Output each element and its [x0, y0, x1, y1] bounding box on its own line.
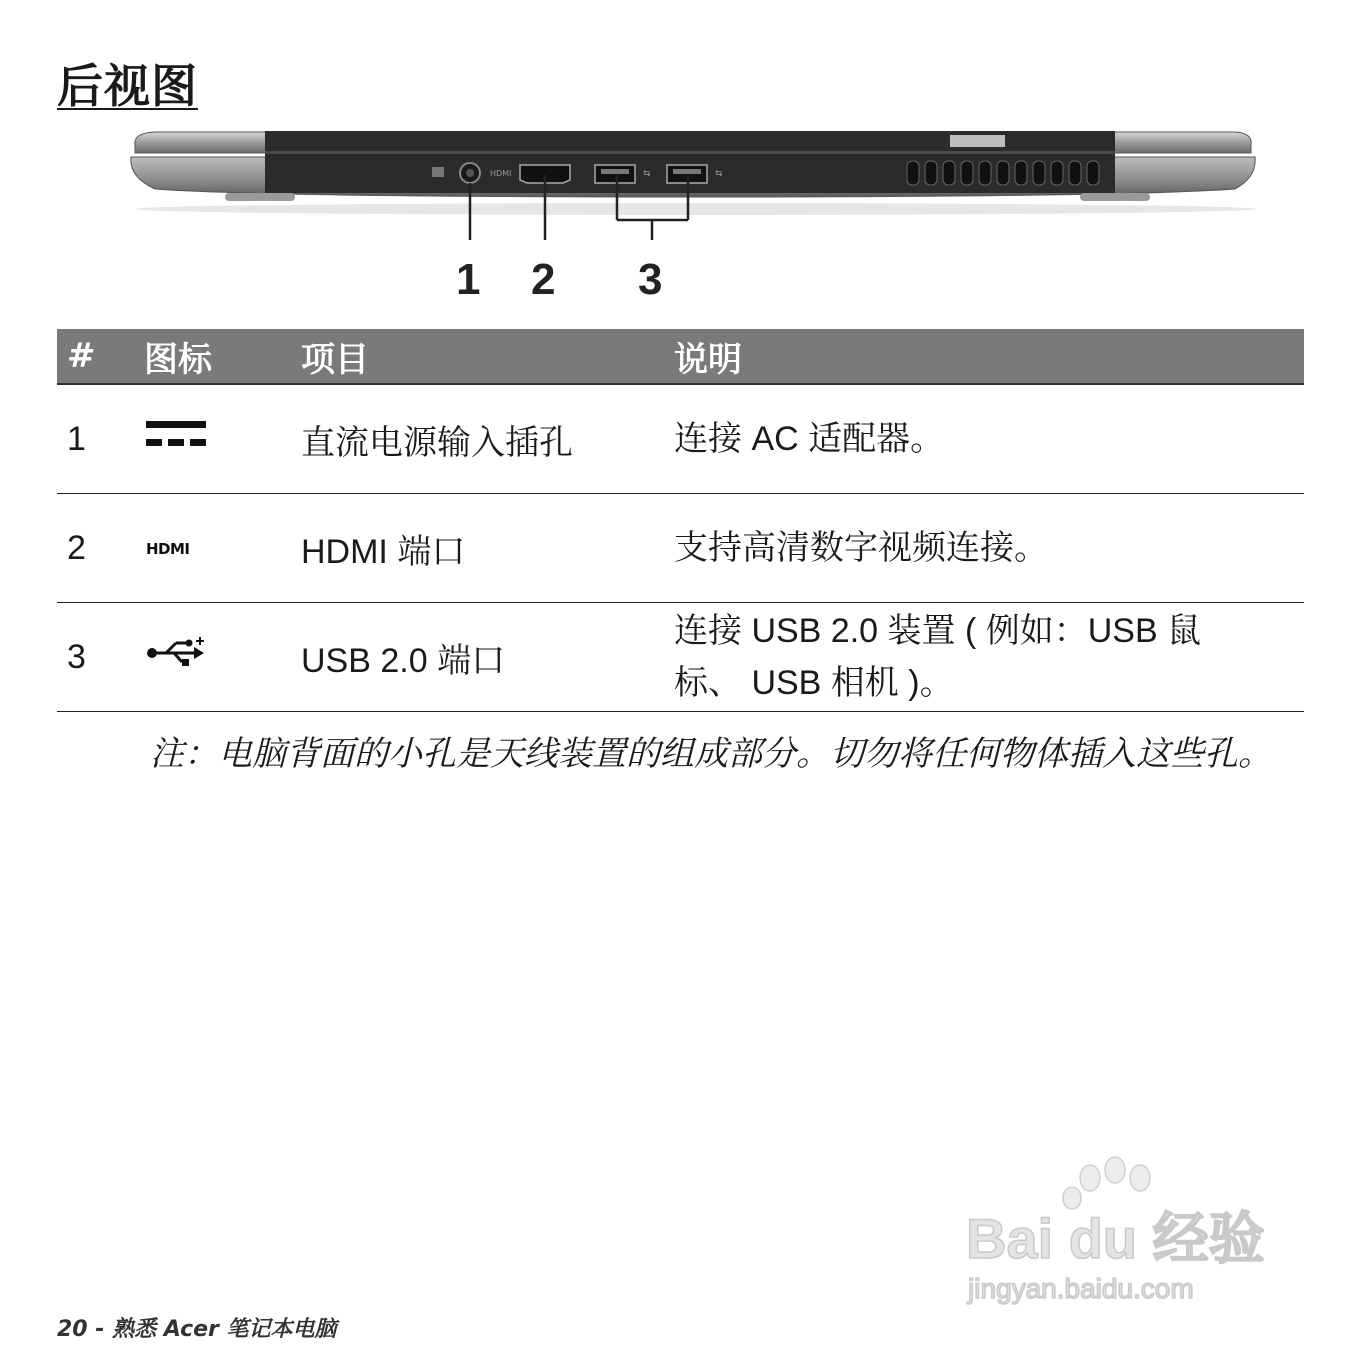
ports-table [57, 329, 1304, 712]
row-description [664, 603, 1304, 712]
callout-2: 2 [531, 255, 556, 304]
table-row [57, 384, 1304, 494]
row-description [664, 384, 1304, 494]
note-text: 注：电脑背面的小孔是天线装置的组成部分。切勿将任何物体插入这些孔。 [150, 734, 1272, 774]
table-header-row [57, 329, 1304, 384]
row-description-line: 连接 AC 适配器。 [674, 420, 945, 458]
callout-3: 3 [638, 255, 663, 304]
row-description-line: 连接 USB 2.0 装置 ( 例如：USB 鼠 [674, 612, 1202, 650]
page-footer: 20 - 熟悉 Acer 笔记本电脑 [57, 1317, 337, 1342]
laptop-rear-view-illustration [125, 125, 1265, 315]
table-row [57, 494, 1304, 603]
svg-text:HDMI: HDMI [490, 169, 512, 178]
row-number: 1 [57, 384, 134, 494]
header-number: # [57, 329, 134, 384]
row-number: 3 [57, 603, 134, 712]
row-item: HDMI 端口 [291, 494, 664, 603]
row-item: USB 2.0 端口 [291, 603, 664, 712]
table-row [57, 603, 1304, 712]
callout-1: 1 [456, 255, 481, 304]
page-title: 后视图 [57, 59, 198, 113]
header-item: 项目 [291, 329, 664, 384]
svg-text:⇆: ⇆ [643, 169, 651, 179]
header-description: 说明 [664, 329, 1304, 384]
watermark-brand: Bai du 经验 [966, 1207, 1265, 1270]
row-description-line: 标、 USB 相机 )。 [674, 664, 954, 702]
usb-icon [134, 603, 291, 712]
baidu-jingyan-watermark [960, 1150, 1280, 1310]
row-number: 2 [57, 494, 134, 603]
dc-power-icon [134, 384, 291, 494]
header-icon: 图标 [134, 329, 291, 384]
row-item: 直流电源输入插孔 [291, 384, 664, 494]
hdmi-icon [134, 494, 291, 603]
svg-text:⇆: ⇆ [715, 169, 723, 179]
svg-text:HDMI: HDMI [146, 539, 190, 558]
row-description [664, 494, 1304, 603]
row-description-line: 支持高清数字视频连接。 [674, 529, 1048, 567]
watermark-url: jingyan.baidu.com [968, 1273, 1194, 1304]
